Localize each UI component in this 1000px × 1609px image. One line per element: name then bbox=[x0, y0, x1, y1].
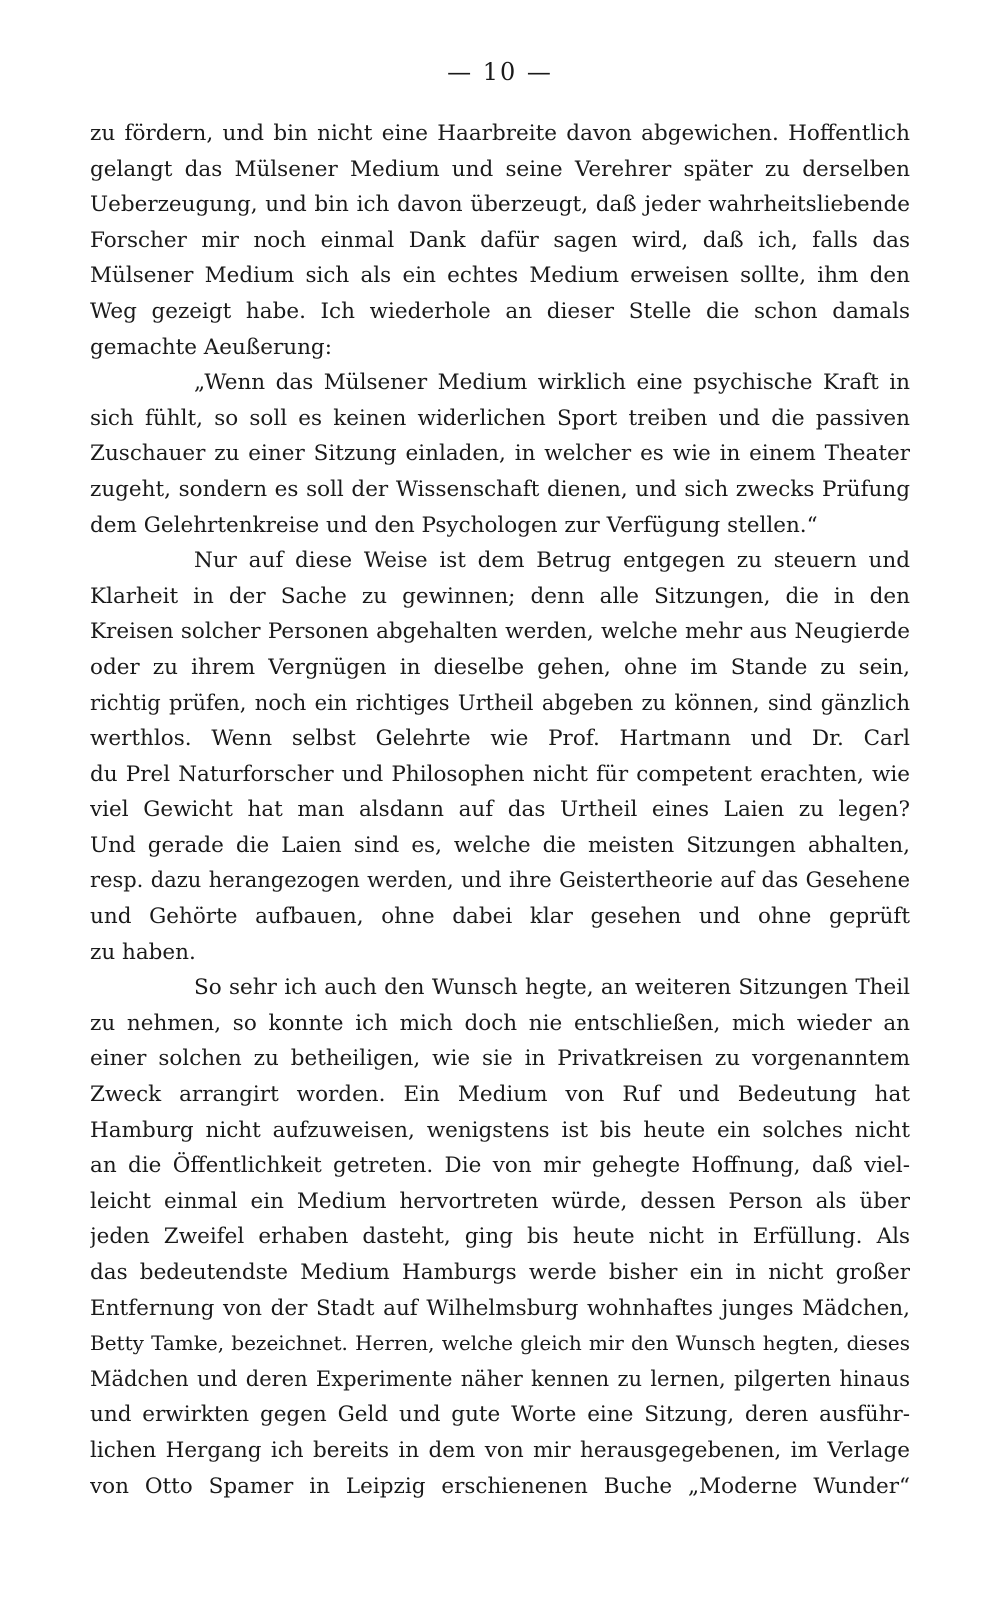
page-number: — 10 — bbox=[447, 58, 553, 86]
text-line: Zweck arrangirt worden. Ein Medium von Ruf und Bedeutung hat bbox=[90, 1082, 910, 1108]
text-line: an die Öffentlichkeit getreten. Die von mir gehegte Hoffnung, daß viel- bbox=[90, 1153, 910, 1179]
text-line: zu fördern, und bin nicht eine Haarbreite davon abgewichen. Hoffentlich bbox=[90, 121, 910, 146]
text-line: zu haben. bbox=[90, 939, 196, 965]
text-line: du Prel Naturforscher und Philosophen nicht für competent erachten, wie bbox=[90, 761, 910, 787]
text-line: leicht einmal ein Medium hervortreten würde, dessen Person als über bbox=[90, 1188, 910, 1214]
text-line: jeden Zweifel erhaben dasteht, ging bis heute nicht in Erfüllung. Als bbox=[90, 1224, 910, 1250]
text-line: einer solchen zu betheiligen, wie sie in Privatkreisen zu vorgenanntem bbox=[90, 1046, 910, 1072]
text-line: Hamburg nicht aufzuweisen, wenigstens ist bis heute ein solches nicht bbox=[90, 1117, 910, 1143]
text-line: Kreisen solcher Personen abgehalten werden, welche mehr aus Neugierde bbox=[90, 619, 910, 645]
text-line: resp. dazu herangezogen werden, und ihre Geistertheorie auf das Gesehene bbox=[90, 868, 910, 893]
text-line: Ueberzeugung, und bin ich davon überzeugt, daß jeder wahrheitsliebende bbox=[90, 192, 910, 218]
text-line: Und gerade die Laien sind es, welche die meisten Sitzungen abhalten, bbox=[90, 832, 910, 858]
text-line: Weg gezeigt habe. Ich wiederhole an dieser Stelle die schon damals bbox=[90, 298, 910, 324]
text-line: und erwirkten gegen Geld und gute Worte eine Sitzung, deren ausführ- bbox=[90, 1402, 910, 1428]
text-line: sich fühlt, so soll es keinen widerlichen Sport treiben und die passiven bbox=[90, 405, 910, 431]
text-line: gemachte Aeußerung: bbox=[90, 334, 332, 360]
text-line: Mülsener Medium sich als ein echtes Medium erweisen sollte, ihm den bbox=[90, 263, 910, 289]
text-line: Forscher mir noch einmal Dank dafür sagen wird, daß ich, falls das bbox=[90, 227, 910, 253]
text-line: richtig prüfen, noch ein richtiges Urtheil abgeben zu können, sind gänzlich bbox=[90, 690, 910, 715]
text-line: zu nehmen, so konnte ich mich doch nie entschließen, mich wieder an bbox=[90, 1010, 910, 1036]
text-line: Betty Tamke, bezeichnet. Herren, welche gleich mir den Wunsch hegten, dieses bbox=[90, 1331, 910, 1356]
text-line: Zuschauer zu einer Sitzung einladen, in welcher es wie in einem Theater bbox=[90, 441, 910, 467]
body-text bbox=[90, 116, 910, 1504]
text-line: So sehr ich auch den Wunsch hegte, an weiteren Sitzungen Theil bbox=[194, 975, 910, 1001]
text-line: Klarheit in der Sache zu gewinnen; denn alle Sitzungen, die in den bbox=[90, 583, 910, 609]
text-line: Mädchen und deren Experimente näher kennen zu lernen, pilgerten hinaus bbox=[90, 1366, 910, 1391]
text-line: „Wenn das Mülsener Medium wirklich eine psychische Kraft in bbox=[194, 370, 910, 396]
text-line: Nur auf diese Weise ist dem Betrug entgegen zu steuern und bbox=[194, 548, 910, 574]
text-line: zugeht, sondern es soll der Wissenschaft dienen, und sich zwecks Prüfung bbox=[90, 476, 910, 502]
text-line: dem Gelehrtenkreise und den Psychologen zur Verfügung stellen.“ bbox=[90, 512, 818, 538]
text-line: gelangt das Mülsener Medium und seine Verehrer später zu derselben bbox=[90, 156, 910, 182]
text-line: das bedeutendste Medium Hamburgs werde bisher ein in nicht großer bbox=[90, 1260, 910, 1285]
text-line: viel Gewicht hat man alsdann auf das Urtheil eines Laien zu legen? bbox=[90, 797, 910, 823]
text-line: oder zu ihrem Vergnügen in dieselbe gehen, ohne im Stande zu sein, bbox=[90, 654, 910, 680]
text-line: von Otto Spamer in Leipzig erschienenen Buche „Moderne Wunder“ bbox=[90, 1473, 910, 1499]
text-line: lichen Hergang ich bereits in dem von mir herausgegebenen, im Verlage bbox=[90, 1437, 910, 1463]
text-line: werthlos. Wenn selbst Gelehrte wie Prof. Hartmann und Dr. Carl bbox=[90, 726, 910, 752]
text-line: und Gehörte aufbauen, ohne dabei klar gesehen und ohne geprüft bbox=[90, 904, 910, 930]
text-line: Entfernung von der Stadt auf Wilhelmsburg wohnhaftes junges Mädchen, bbox=[90, 1295, 910, 1321]
